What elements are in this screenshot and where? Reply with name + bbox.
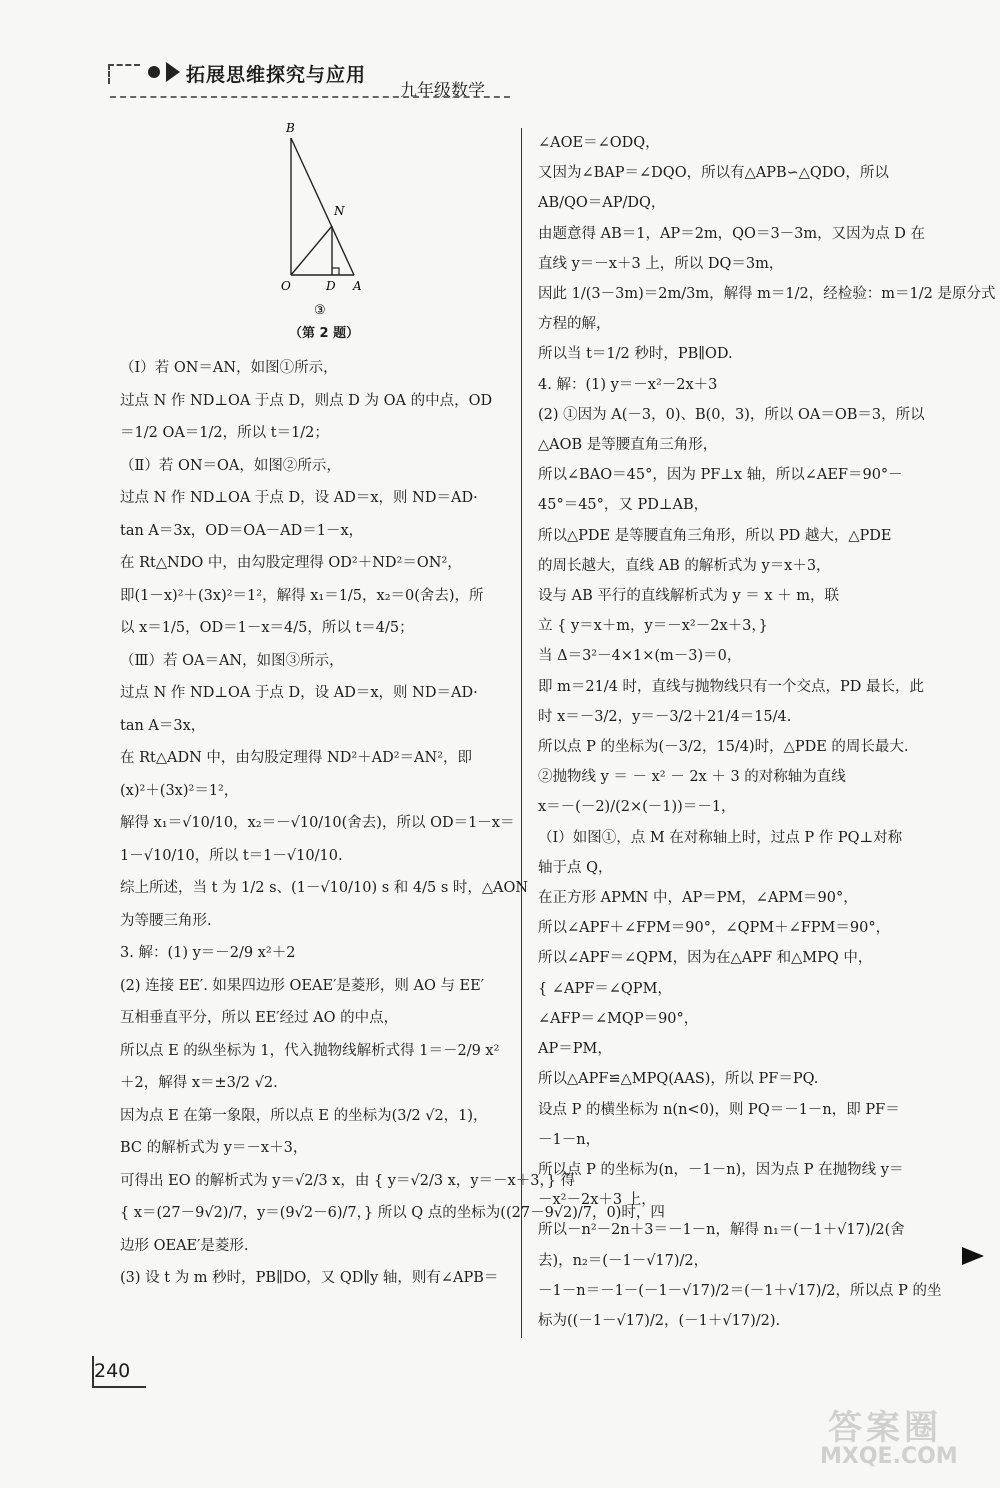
text-line: 由题意得 AB＝1，AP＝2m，QO＝3－3m，又因为点 D 在 [538,225,925,242]
text-line: 4. 解：(1) y＝－x²－2x＋3 [538,376,718,393]
text-line: 即 m＝21/4 时，直线与抛物线只有一个交点，PD 最长，此 [538,678,925,695]
text-line: 所以点 P 的坐标为(－3/2，15/4)时，△PDE 的周长最大. [538,739,909,756]
text-line: (3) 设 t 为 m 秒时，PB∥DO，又 QD∥y 轴，则有∠APB＝ [120,1270,499,1286]
text-line: 所以点 P 的坐标为(n，－1－n)，因为点 P 在抛物线 y＝ [538,1161,904,1178]
watermark-logo [820,1400,980,1480]
label-n: N [334,204,345,218]
text-line: 又因为∠BAP＝∠DQO，所以有△APB∽△QDO，所以 [538,165,889,182]
text-line: tan A＝3x，OD＝OA－AD＝1－x， [120,522,364,539]
watermark-url: MXQE.COM [820,1444,958,1469]
text-line: 所以∠BAO＝45°，因为 PF⊥x 轴，所以∠AEF＝90°－ [538,467,903,484]
text-line: BC 的解析式为 y＝－x＋3， [120,1140,308,1156]
text-line: { ∠APF＝∠QPM， [538,980,672,997]
text-line: AB/QO＝AP/DQ， [538,195,666,212]
label-b: B [286,121,295,135]
text-line: 去)，n₂＝(－1－√17)/2， [538,1252,709,1269]
text-line: ②抛物线 y ＝ － x² － 2x ＋ 3 的对称轴为直线 [538,769,846,786]
right-column [538,128,996,1336]
text-line: 所以－n²－2n＋3＝－1－n，解得 n₁＝(－1＋√17)/2(舍 [538,1222,905,1239]
watermark-text: 答案圈 [828,1408,942,1448]
text-line: 设与 AB 平行的直线解析式为 y ＝ x ＋ m，联 [538,588,840,605]
label-d: D [326,279,336,293]
next-page-arrow-icon [962,1247,984,1265]
figure-line-ba [291,138,354,275]
text-line: 因为点 E 在第一象限，所以点 E 的坐标为(3/2 √2，1)， [120,1107,488,1124]
dashed-bracket-decoration [108,64,140,84]
text-line: (x)²＋(3x)²＝1²， [120,782,239,799]
text-line: （Ⅰ）若 ON＝AN，如图①所示， [120,360,338,376]
text-line: 即(1－x)²＋(3x)²＝1²，解得 x₁＝1/5，x₂＝0(舍去)，所 [120,587,484,604]
text-line: 所以△PDE 是等腰直角三角形，所以 PD 越大，△PDE [538,527,892,544]
page-header [108,50,510,102]
series-title: 拓展思维探究与应用 [186,64,367,86]
text-line: 1－√10/10，所以 t＝1－√10/10. [120,847,343,864]
text-line: 互相垂直平分，所以 EE′经过 AO 的中点， [120,1010,399,1026]
text-line: 为等腰三角形. [120,912,212,929]
text-line: 所以∠APF＋∠FPM＝90°，∠QPM＋∠FPM＝90°， [538,920,891,937]
figure-line-on [291,226,332,275]
text-line: 所以当 t＝1/2 秒时，PB∥OD. [538,346,733,363]
text-line: x＝－(－2)/(2×(－1))＝－1， [538,799,736,816]
text-line: 过点 N 作 ND⊥OA 于点 D，设 AD＝x，则 ND＝AD· [120,490,478,506]
text-line: 45°＝45°，又 PD⊥AB， [538,497,709,514]
text-line: 标为((－1－√17)/2，(－1＋√17)/2). [538,1312,781,1329]
text-line: 在正方形 APMN 中，AP＝PM，∠APM＝90°， [538,890,858,907]
triangle-figure [276,118,376,348]
text-line: （Ⅰ）如图①，点 M 在对称轴上时，过点 P 作 PQ⊥对称 [538,829,903,846]
text-line: 过点 N 作 ND⊥OA 于点 D，则点 D 为 OA 的中点，OD [120,392,493,409]
text-line: （Ⅲ）若 OA＝AN，如图③所示， [120,652,344,669]
text-line: －x²－2x＋3 上， [538,1192,656,1209]
text-line: 设点 P 的横坐标为 n(n<0)，则 PQ＝－1－n，即 PF＝ [538,1101,900,1118]
label-a: A [353,279,362,293]
text-line: 轴于点 Q， [538,859,613,876]
text-line: 方程的解， [538,316,611,333]
text-line: ∠AOE＝∠ODQ， [538,135,660,151]
text-line: 在 Rt△ADN 中，由勾股定理得 ND²＋AD²＝AN²，即 [120,750,473,766]
subject-title: 九年级数学 [400,81,485,101]
text-line: 直线 y＝－x＋3 上，所以 DQ＝3m， [538,255,784,272]
text-line: 当 Δ＝3²－4×1×(m－3)＝0， [538,648,742,665]
text-line: 时 x＝－3/2，y＝－3/2＋21/4＝15/4. [538,708,792,725]
text-line: （Ⅱ）若 ON＝OA，如图②所示， [120,457,341,474]
text-line: 的周长越大，直线 AB 的解析式为 y＝x＋3， [538,557,831,574]
text-line: 所以△APF≌△MPQ(AAS)，所以 PF＝PQ. [538,1071,819,1088]
label-o: O [281,279,291,293]
text-line: －1－n＝－1－(－1－√17)/2＝(－1＋√17)/2，所以点 P 的坐 [538,1282,942,1299]
text-line: ＝1/2 OA＝1/2，所以 t＝1/2； [120,425,329,441]
text-line: (2) ①因为 A(－3，0)、B(0，3)，所以 OA＝OB＝3，所以 [538,406,925,423]
text-line: (2) 连接 EE′. 如果四边形 OEAE′是菱形，则 AO 与 EE′ [120,977,485,994]
text-line: 立 { y＝x＋m，y＝－x²－2x＋3，} [538,618,768,635]
header-rule [110,96,510,98]
text-line: ＋2，解得 x＝±3/2 √2. [120,1075,278,1091]
text-line: AP＝PM， [538,1041,612,1058]
text-line: 解得 x₁＝√10/10，x₂＝－√10/10(舍去)，所以 OD＝1－x＝ [120,815,515,831]
text-line: tan A＝3x， [120,717,206,734]
text-line: 所以∠APF＝∠QPM，因为在△APF 和△MPQ 中， [538,950,873,967]
text-line: 可得出 EO 的解析式为 y＝√2/3 x，由 { y＝√2/3 x，y＝－x＋3，} 得 [120,1172,576,1189]
play-arrow-icon [166,62,180,82]
text-line: { x＝(27－9√2)/7，y＝(9√2－6)/7，} 所以 Q 点的坐标为((27－9√2)/7，0)时，四 [120,1205,665,1221]
figure-index: ③ [314,303,326,318]
text-line: －1－n， [538,1131,601,1148]
text-line: 以 x＝1/5，OD＝1－x＝4/5，所以 t＝4/5； [120,620,414,636]
text-line: 因此 1/(3－3m)＝2m/3m，解得 m＝1/2，经检验：m＝1/2 是原分式 [538,286,996,303]
text-line: 所以点 E 的纵坐标为 1，代入抛物线解析式得 1＝－2/9 x² [120,1042,500,1059]
text-line: 在 Rt△NDO 中，由勾股定理得 OD²＋ND²＝ON²， [120,555,462,571]
figure-caption: （第 2 题） [289,326,360,341]
text-line: 过点 N 作 ND⊥OA 于点 D，设 AD＝x，则 ND＝AD· [120,685,478,701]
bullet-dot-icon [148,66,160,78]
text-line: ∠AFP＝∠MQP＝90°， [538,1010,699,1027]
text-line: 3. 解：(1) y＝－2/9 x²＋2 [120,945,296,961]
text-line: 边形 OEAE′是菱形. [120,1237,249,1254]
right-angle-mark [332,268,339,275]
text-line: 综上所述，当 t 为 1/2 s、(1－√10/10) s 和 4/5 s 时，△AON [120,880,529,896]
page-number: 240 [94,1360,131,1382]
text-line: △AOB 是等腰直角三角形， [538,437,718,454]
column-divider [521,128,522,1338]
